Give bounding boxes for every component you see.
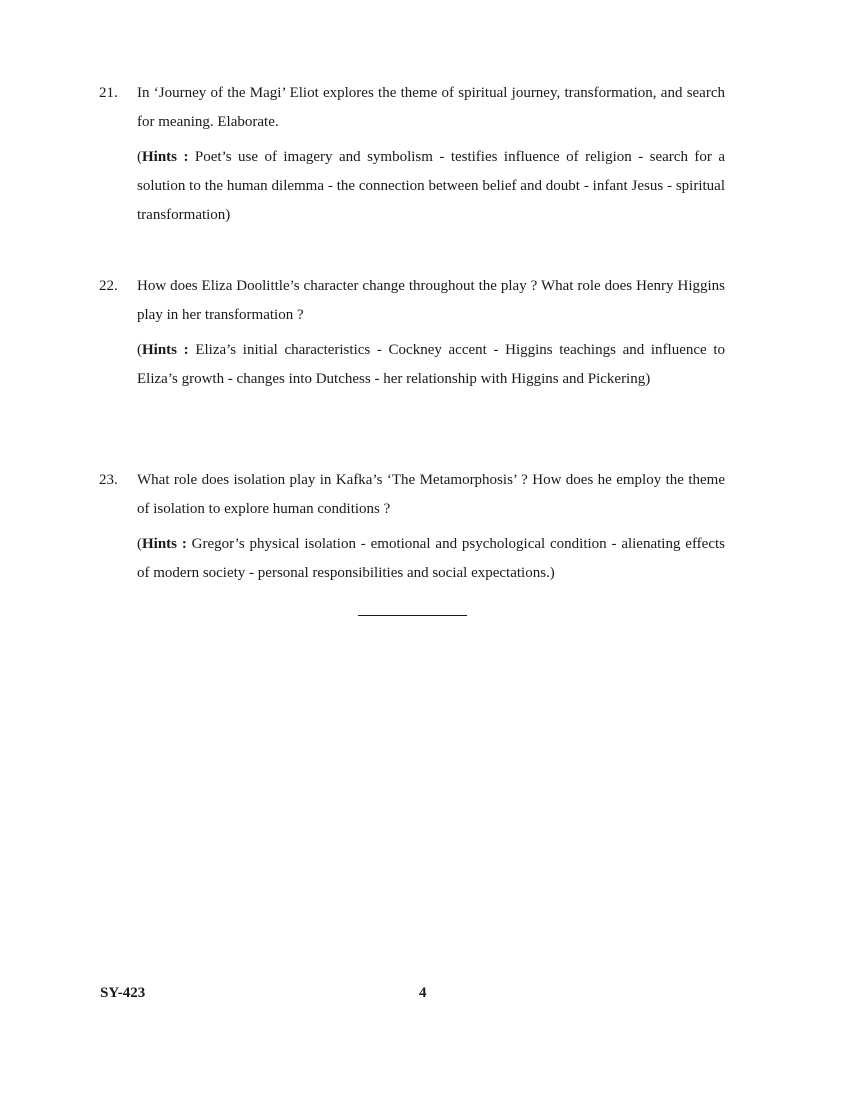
question-23 (99, 466, 725, 588)
question-22 (99, 272, 725, 394)
hint-text: Poet’s use of imagery and symbolism - testifies influence of religion - search for a solution to the human dilemma - the connection between belief and doubt - infant Jesus - spiritual transformation) (137, 149, 725, 223)
question-text: How does Eliza Doolittle’s character change throughout the play ? What role does Henry Higgins play in her transformation ? (137, 278, 725, 323)
hint-text: Eliza’s initial characteristics - Cockney accent - Higgins teachings and influence to Eliza’s growth - changes into Dutchess - her relationship with Higgins and Pickering) (137, 342, 725, 387)
hint-open-paren: ( (137, 149, 142, 165)
question-hint (137, 143, 725, 230)
question-number: 21. (99, 85, 118, 101)
footer-page-number: 4 (419, 985, 427, 1001)
question-text: In ‘Journey of the Magi’ Eliot explores the theme of spiritual journey, transformation, and search for meaning. Elaborate. (137, 85, 725, 130)
hint-open-paren: ( (137, 536, 142, 552)
hint-label: Hints : (142, 149, 189, 165)
hint-label: Hints : (142, 536, 187, 552)
question-number: 22. (99, 278, 118, 294)
question-text: What role does isolation play in Kafka’s ‘The Metamorphosis’ ? How does he employ the theme of isolation to explore human conditions ? (137, 472, 725, 517)
question-21 (99, 79, 725, 230)
question-hint (137, 336, 725, 394)
footer-paper-code: SY-423 (100, 985, 146, 1001)
question-number: 23. (99, 472, 118, 488)
question-hint (137, 530, 725, 588)
hint-text: Gregor’s physical isolation - emotional and psychological condition - alienating effects of modern society - personal responsibilities and social expectations.) (137, 536, 725, 581)
end-divider (358, 615, 467, 616)
hint-label: Hints : (142, 342, 189, 358)
hint-open-paren: ( (137, 342, 142, 358)
